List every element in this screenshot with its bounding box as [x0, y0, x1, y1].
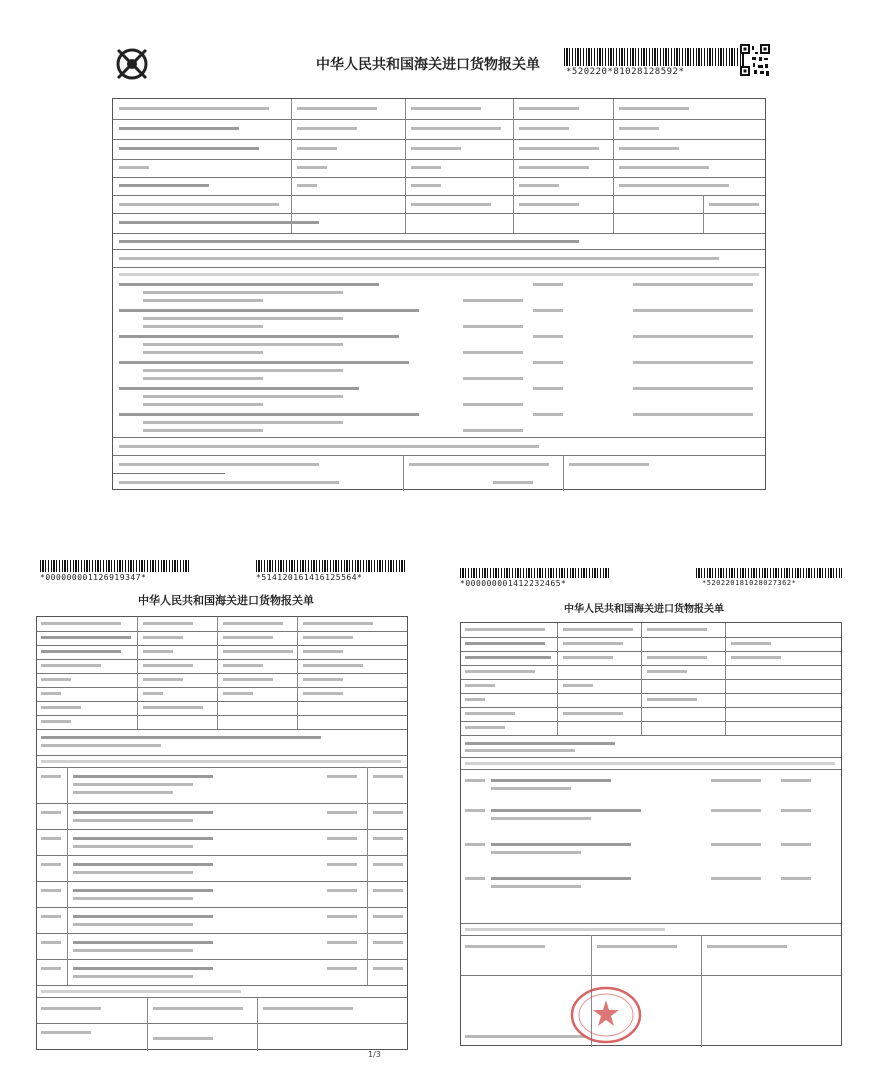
barcode-right-number: *514120161416125564* [256, 573, 363, 582]
barcode-left [40, 560, 190, 572]
form-title: 中华人民共和国海关进口货物报关单 [316, 57, 540, 73]
barcode [564, 48, 744, 66]
form-title: 中华人民共和国海关进口货物报关单 [564, 604, 724, 615]
barcode-number: *520220*81028128592* [566, 67, 685, 77]
customs-seal-stamp [566, 984, 646, 1046]
declaration-grid [112, 98, 766, 490]
barcode-right-number: *520220181028027362* [702, 579, 797, 587]
customs-declaration-form-1 [106, 40, 772, 498]
customs-emblem-icon [112, 46, 152, 82]
declaration-grid [460, 622, 842, 1046]
customs-declaration-form-3 [452, 566, 846, 1058]
declaration-grid [36, 616, 408, 1050]
page-number: 1/3 [368, 1050, 381, 1059]
customs-declaration-form-2 [30, 556, 414, 1062]
qr-code-icon [740, 44, 770, 76]
barcode-left [460, 568, 610, 578]
form-title: 中华人民共和国海关进口货物报关单 [138, 594, 314, 607]
barcode-right [256, 560, 406, 572]
barcode-right [696, 568, 842, 578]
barcode-left-number: *000000001126919347* [40, 573, 147, 582]
barcode-left-number: *000000001412232465* [460, 579, 567, 588]
